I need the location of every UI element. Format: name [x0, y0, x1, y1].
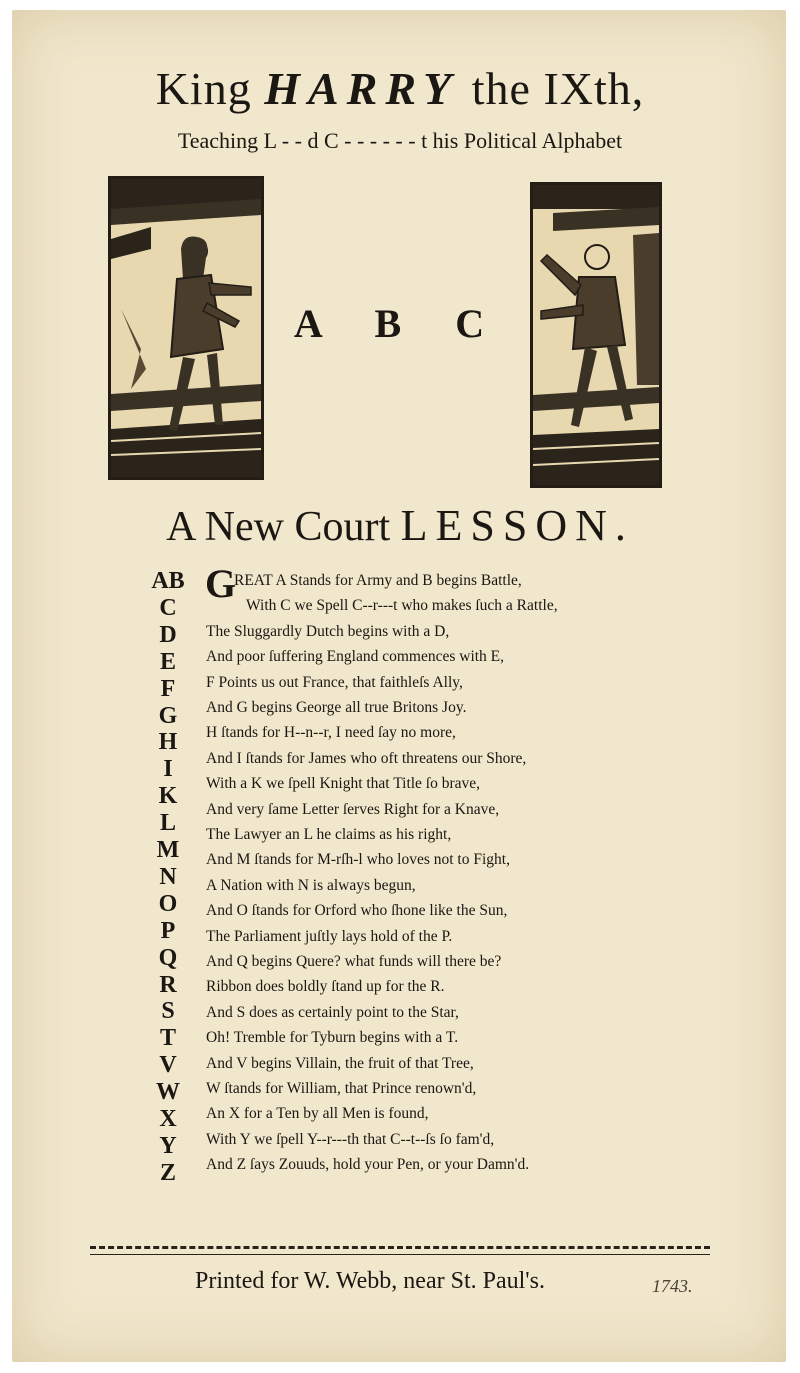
abc-center-label: A B C: [293, 301, 507, 346]
verse-line: A Nation with N is always begun,: [206, 876, 416, 894]
verse-line: With C we Spell C--r---t who makes ſuch a Rattle,: [246, 597, 558, 615]
alphabet-letter: W: [156, 1079, 180, 1106]
title-suffix: the IXth,: [459, 63, 645, 114]
woodcut-right-figure-icon: [533, 185, 659, 485]
verse-line: And Q begins Quere? what funds will there be?: [206, 953, 502, 970]
alphabet-letter: Q: [158, 944, 178, 971]
verse-line: H ſtands for H--n--r, I need ſay no more,: [206, 724, 456, 742]
alphabet-letter: X: [159, 1106, 177, 1132]
verse-line: And very ſame Letter ſerves Right for a Knave,: [206, 800, 500, 818]
verse-line: And Z ſays Zouuds, hold your Pen, or your Damn'd.: [206, 1156, 530, 1174]
alphabet-letter: K: [158, 783, 178, 810]
verse-dropcap: G: [205, 561, 237, 606]
verse-line: REAT A Stands for Army and B begins Battle,: [234, 572, 522, 589]
verse-line: And V begins Villain, the fruit of that Tree,: [206, 1054, 474, 1072]
woodcut-left: [108, 176, 264, 480]
alphabet-letter: O: [158, 890, 178, 917]
verse-line: And poor ſuffering England commences with E,: [206, 648, 505, 666]
alphabet-letter: L: [159, 810, 176, 837]
lesson-title-main: LESSON.: [400, 501, 634, 550]
verse-line: With a K we ſpell Knight that Title ſo brave,: [206, 775, 481, 793]
alphabet-letter: F: [160, 675, 176, 702]
verse-line: The Lawyer an L he claims as his right,: [206, 826, 452, 843]
footer-divider-thin: [90, 1254, 710, 1255]
alphabet-letter: N: [159, 863, 177, 890]
verse-line: And I ſtands for James who oft threatens our Shore,: [206, 749, 527, 767]
woodcut-right: [530, 182, 662, 488]
footer-divider: [90, 1246, 710, 1249]
verse-line: And G begins George all true Britons Joy.: [206, 699, 467, 716]
lesson-title: [0, 500, 800, 551]
alphabet-letter: S: [161, 998, 175, 1025]
alphabet-letter: D: [159, 621, 177, 648]
verse-line: And O ſtands for Orford who ſhone like the Sun,: [206, 902, 508, 920]
title-name: HARRY: [264, 63, 460, 114]
verse-line: With Y we ſpell Y--r---th that C--t--ſs ſo fam'd,: [206, 1130, 495, 1148]
alphabet-letter: R: [159, 971, 177, 998]
alphabet-letter: C: [159, 594, 177, 621]
alphabet-letter: E: [159, 648, 176, 675]
alphabet-letter: V: [159, 1052, 177, 1079]
alphabet-letter: Z: [159, 1159, 176, 1186]
alphabet-letter: H: [158, 729, 178, 756]
title-prefix: King: [155, 63, 265, 114]
alphabet-letter: Y: [159, 1132, 177, 1159]
verse-line: The Parliament juſtly lays hold of the P.: [206, 927, 453, 945]
verse-line: An X for a Ten by all Men is found,: [206, 1105, 429, 1123]
verse-line: And S does as certainly point to the Star,: [206, 1003, 459, 1021]
page-subtitle: Teaching L - - d C - - - - - - t his Political Alphabet: [177, 128, 623, 153]
lesson-title-prefix: A New Court: [166, 504, 401, 550]
page-title: [0, 62, 800, 115]
verse-line: The Sluggardly Dutch begins with a D,: [206, 622, 450, 640]
handwritten-year: 1743.: [652, 1276, 693, 1296]
alphabet-letter: AB: [151, 568, 185, 594]
verse-line: Oh! Tremble for Tyburn begins with a T.: [206, 1029, 459, 1047]
verse-line: And M ſtands for M-rſh-l who loves not to Fight,: [206, 851, 510, 869]
alphabet-letter: T: [159, 1025, 176, 1052]
alphabet-letter: I: [163, 756, 173, 783]
verse-line: Ribbon does boldly ſtand up for the R.: [206, 978, 445, 996]
alphabet-letter: P: [160, 917, 176, 944]
verse-line: F Points us out France, that faithleſs Ally,: [206, 673, 463, 691]
woodcut-left-figure-icon: [111, 179, 261, 477]
verse-line: W ſtands for William, that Prince renown'd,: [206, 1080, 477, 1097]
alphabet-letter: M: [156, 837, 180, 863]
alphabet-letter: G: [158, 702, 178, 729]
printer-imprint: Printed for W. Webb, near St. Paul's.: [195, 1268, 545, 1294]
